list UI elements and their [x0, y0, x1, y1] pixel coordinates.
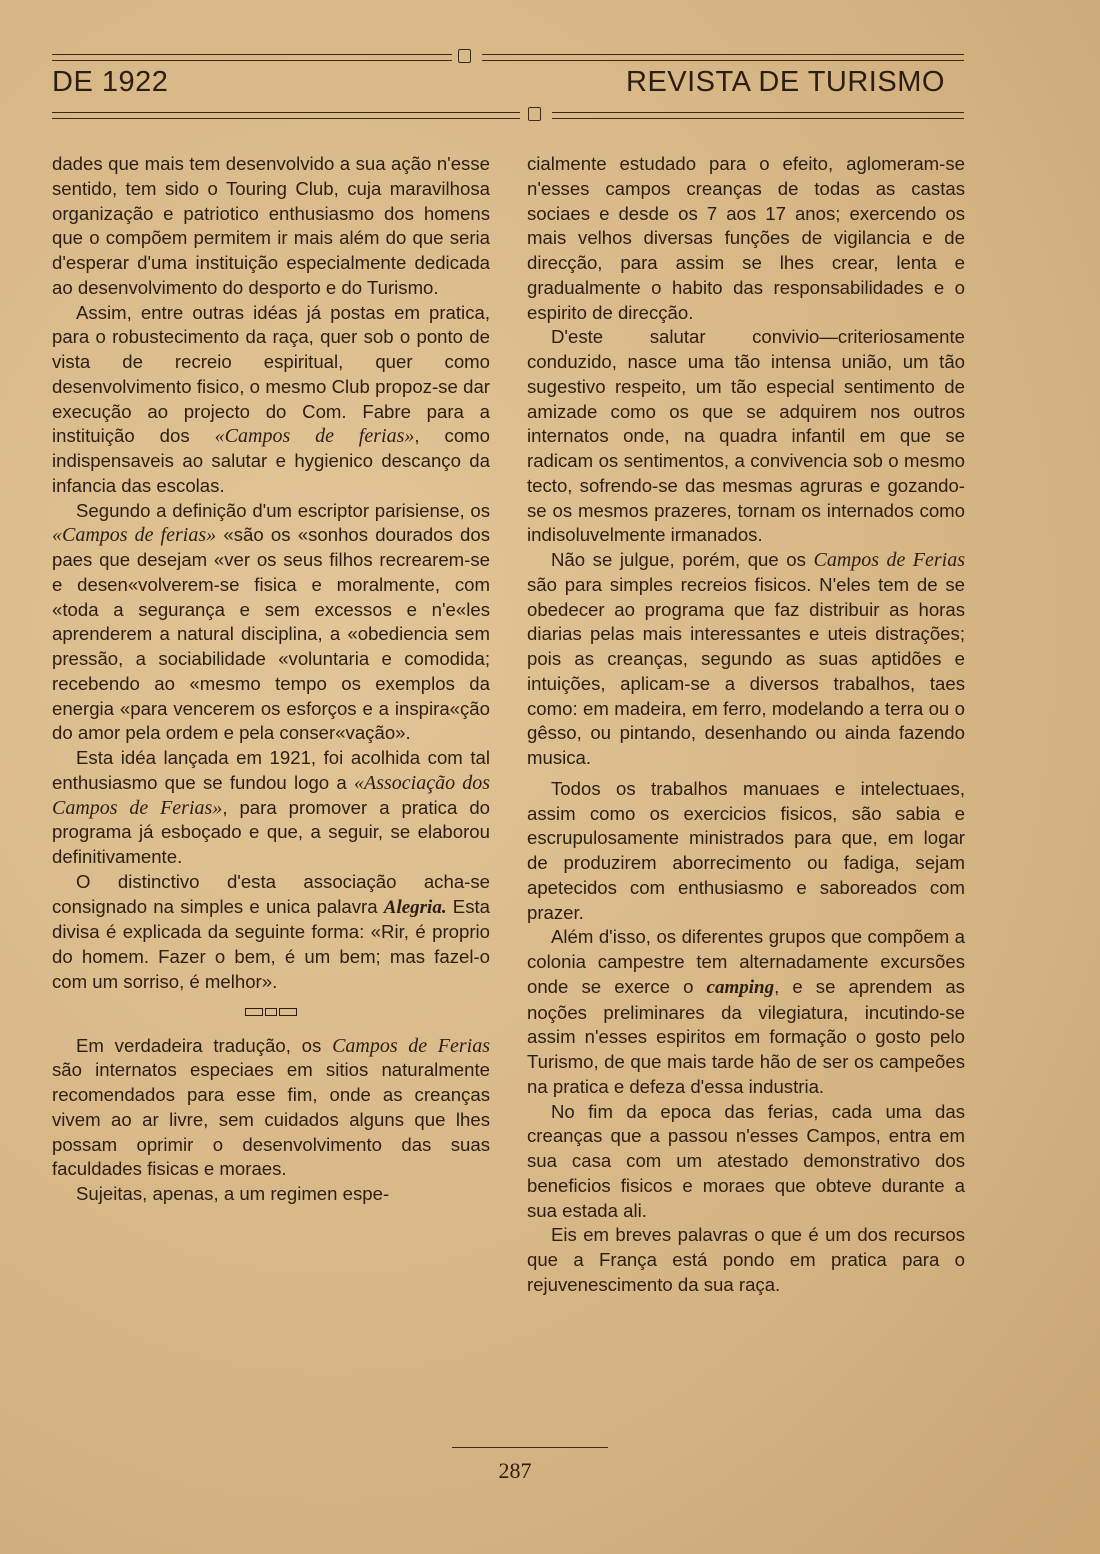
header-year: DE 1922: [52, 66, 169, 98]
right-paragraph-4: Todos os trabalhos manuaes e intelectuaes, assim como os exercicios fisicos, são sabia e escrupulosamente ministrados para que, em logar de produzirem aborrecimento ou fadiga, sejam apetecidos com enthusiasmo e saboreados com prazer.: [527, 777, 965, 923]
right-column: [527, 152, 965, 1298]
header-title: REVISTA DE TURISMO: [626, 66, 945, 98]
left-paragraph-7: Sujeitas, apenas, a um regimen espe-: [76, 1183, 390, 1204]
footer-rule: [452, 1447, 608, 1448]
left-paragraph-5: O distinctivo d'esta associação acha-se consignado na simples e unica palavra Alegria. Esta divisa é explicada da seguinte forma: «Rir, é proprio do homem. Fazer o bem, é um bem; mas fazel-o com um sorriso, é melhor».: [52, 870, 490, 992]
page-number: 287: [498, 1458, 532, 1483]
left-paragraph-3: Segundo a definição d'um escriptor parisiense, os «Campos de ferias» «são os «sonhos dourados dos paes que desejam «ver os seus filhos recrearem-se e desen«volverem-se fisica e moralmente, com «toda a segurança e sem excessos e n'e«les aprenderem a natural disciplina, a «obediencia sem pressão, a sociabilidade «voluntaria e comodida; recebendo ao «mesmo tempo os exemplos da energia «para vencerem os esforços e a inspira«ção do amor pela ordem e pela conser«vação».: [52, 499, 491, 744]
left-paragraph-4: Esta idéa lançada em 1921, foi acolhida com tal enthusiasmo que se fundou logo a «Associação dos Campos de Ferias», para promover a pratica do programa já esboçado e que, a seguir, se elaborou definitivamente.: [52, 747, 490, 867]
header-top-rule: [52, 52, 964, 62]
right-paragraph-3: Não se julgue, porém, que os Campos de Ferias são para simples recreios fisicos. N'eles tem de se obedecer ao programa que faz distribuir as horas diarias pelas mais interessantes e uteis distrações; pois as creanças, segundo as suas aptidões e intuições, aplicam-se a diversos trabalhos, taes como: em madeira, em ferro, modelando a terra ou o gêsso, ou pintando, desenhando ou ainda fazendo musica.: [527, 549, 965, 768]
section-separator-ornament: [52, 999, 490, 1024]
left-paragraph-2: Assim, entre outras idéas já postas em pratica, para o robustecimento da raça, quer sob o ponto de vista de recreio espiritual, quer como desenvolvimento fisico, o mesmo Club propoz-se dar execução ao projecto do Com. Fabre para a instituição dos «Campos de ferias», como indispensaveis ao salutar e hygienico descanço da infancia das escolas.: [52, 301, 490, 496]
left-paragraph-1: dades que mais tem desenvolvido a sua ação n'esse sentido, tem sido o Touring Club, cuja maravilhosa organização e patriotico enthusiasmo dos homens que o compõem permitem ir mais além do que seria d'esperar d'uma instituição especialmente dedicada ao desenvolvimento do desporto e do Turismo.: [52, 153, 490, 298]
right-paragraph-1: cialmente estudado para o efeito, aglomeram-se n'esses campos creanças de todas as castas sociaes e desde os 7 aos 17 anos; exercendo os mais velhos diversas funções de vigilancia e de direcção, para assim se lhes crear, lenta e gradualmente o habito das responsabilidades e o espirito de direcção.: [527, 153, 965, 323]
right-paragraph-6: No fim da epoca das ferias, cada uma das creanças que a passou n'esses Campos, entra em sua casa com um atestado demonstrativo dos beneficios fisicos e moraes que obteve durante a sua estada ali.: [527, 1100, 965, 1221]
right-paragraph-5: Além d'isso, os diferentes grupos que compõem a colonia campestre tem alternadamente excursões onde se exerce o camping, e se aprendem as noções preliminares da vilegiatura, incutindo-se assim n'esses espiritos em formação o gosto pelo Turismo, de que mais tarde hão de ser os campeões na pratica e defeza d'essa industria.: [527, 926, 965, 1097]
right-paragraph-2: D'este salutar convivio—criteriosamente conduzido, nasce uma tão intensa união, um tão sugestivo respeito, um tão especial sentimento de amizade como os que se adquirem nos outros internatos onde, na quadra infantil em que se radicam os sentimentos, a convivencia sob o mesmo tecto, sofrendo-se das mesmas agruras e gozando-se os mesmos prazeres, tornam os internados como indisoluvelmente irmanados.: [527, 326, 965, 546]
header-bottom-rule: [52, 110, 964, 120]
left-paragraph-6: Em verdadeira tradução, os Campos de Ferias são internatos especiaes em sitios naturalmente recomendados para esse fim, onde as creanças vivem ao ar livre, sem cuidados alguns que lhes possam oprimir o desenvolvimento das suas faculdades fisicas e moraes.: [52, 1034, 490, 1180]
right-paragraph-7: Eis em breves palavras o que é um dos recursos que a França está pondo em pratica para o rejuvenescimento da sua raça.: [527, 1224, 965, 1295]
left-column: [52, 152, 490, 1207]
